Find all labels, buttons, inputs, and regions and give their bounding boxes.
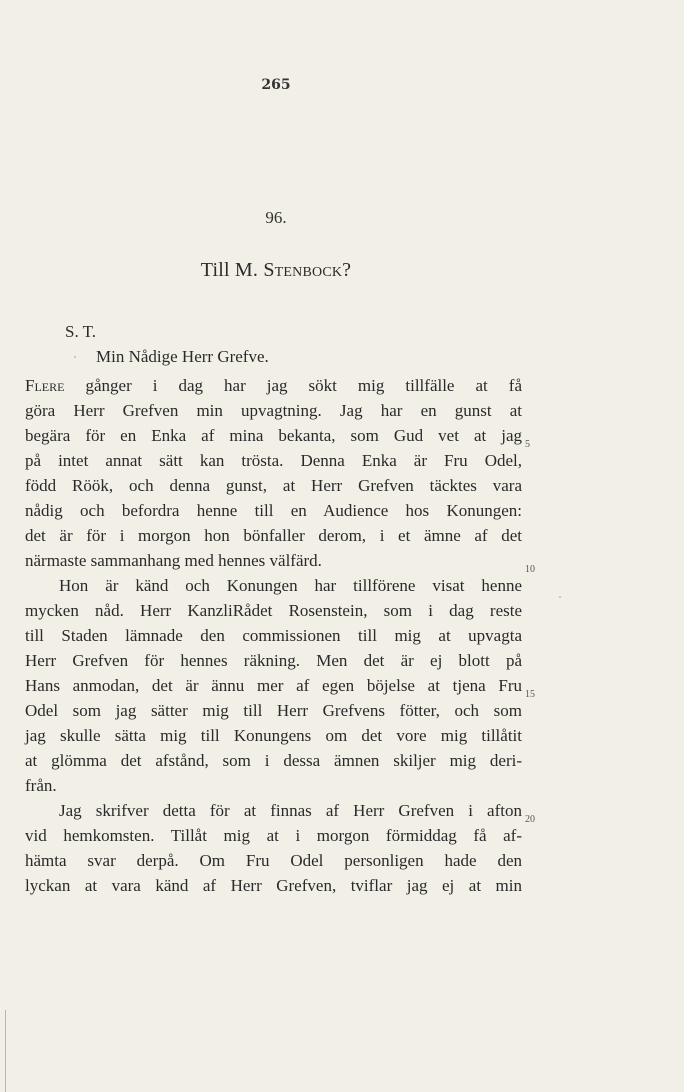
body-line: Jag skrifver detta för at finnas af Herr Grefven i afton xyxy=(59,801,522,820)
body-line: göra Herr Grefven min upvagtning. Jag har en gunst at xyxy=(25,401,522,420)
salutation-abbreviation: S. T. xyxy=(65,322,97,341)
page-number: 265 xyxy=(261,77,291,93)
body-line: mycken nåd. Herr KanzliRådet Rosenstein, som i dag reste xyxy=(25,601,522,620)
margin-line-number: 10 xyxy=(525,564,535,575)
letter-title-suffix: ? xyxy=(342,259,352,281)
body-line: närmaste sammanhang med hennes välfärd. xyxy=(25,551,322,570)
body-line: född Röök, och denna gunst, at Herr Grefven täcktes vara xyxy=(25,476,522,495)
letter-title-prefix: Till M. xyxy=(200,259,264,281)
letter-body xyxy=(25,373,522,898)
salutation-greeting: Min Nådige Herr Grefve. xyxy=(96,347,269,366)
body-line: hämta svar derpå. Om Fru Odel personligen hade den xyxy=(25,851,522,870)
page-edge-line xyxy=(5,1010,6,1092)
letter-title xyxy=(0,259,552,282)
paper-speck xyxy=(559,596,561,598)
paper-speck xyxy=(74,356,76,358)
body-line: begära för en Enka af mina bekanta, som Gud vet at jag xyxy=(25,426,522,445)
body-line: vid hemkomsten. Tillåt mig at i morgon förmiddag få af- xyxy=(25,826,522,845)
body-line: Hon är känd och Konungen har tillförene visat henne xyxy=(59,576,522,595)
letter-title-name: Stenbock xyxy=(263,259,343,281)
body-line: at glömma det afstånd, som i dessa ämnen skiljer mig deri- xyxy=(25,751,522,770)
body-line: det är för i morgon hon bönfaller derom, i et ämne af det xyxy=(25,526,522,545)
body-line: nådig och befordra henne till en Audience hos Konungen: xyxy=(25,501,522,520)
opening-word: Flere xyxy=(25,376,65,395)
body-line: Hans anmodan, det är ännu mer af egen böjelse at tjena Fru xyxy=(25,676,522,695)
margin-line-number: 20 xyxy=(525,814,535,825)
body-line: Flere gånger i dag har jag sökt mig tillfälle at få xyxy=(25,376,522,395)
letter-number: 96. xyxy=(265,208,287,227)
body-line: lyckan at vara känd af Herr Grefven, tviflar jag ej at min xyxy=(25,876,522,895)
body-line: till Staden lämnade den commissionen till mig at upvagta xyxy=(25,626,522,645)
body-line: Herr Grefven för hennes räkning. Men det är ej blott på xyxy=(25,651,522,670)
body-line: på intet annat sätt kan trösta. Denna Enka är Fru Odel, xyxy=(25,451,522,470)
margin-line-number: 15 xyxy=(525,689,535,700)
margin-line-number: 5 xyxy=(525,439,530,450)
body-line: jag skulle sätta mig till Konungens om det vore mig tillåtit xyxy=(25,726,522,745)
body-line: Odel som jag sätter mig till Herr Grefvens fötter, och som xyxy=(25,701,522,720)
body-line: från. xyxy=(25,776,57,795)
